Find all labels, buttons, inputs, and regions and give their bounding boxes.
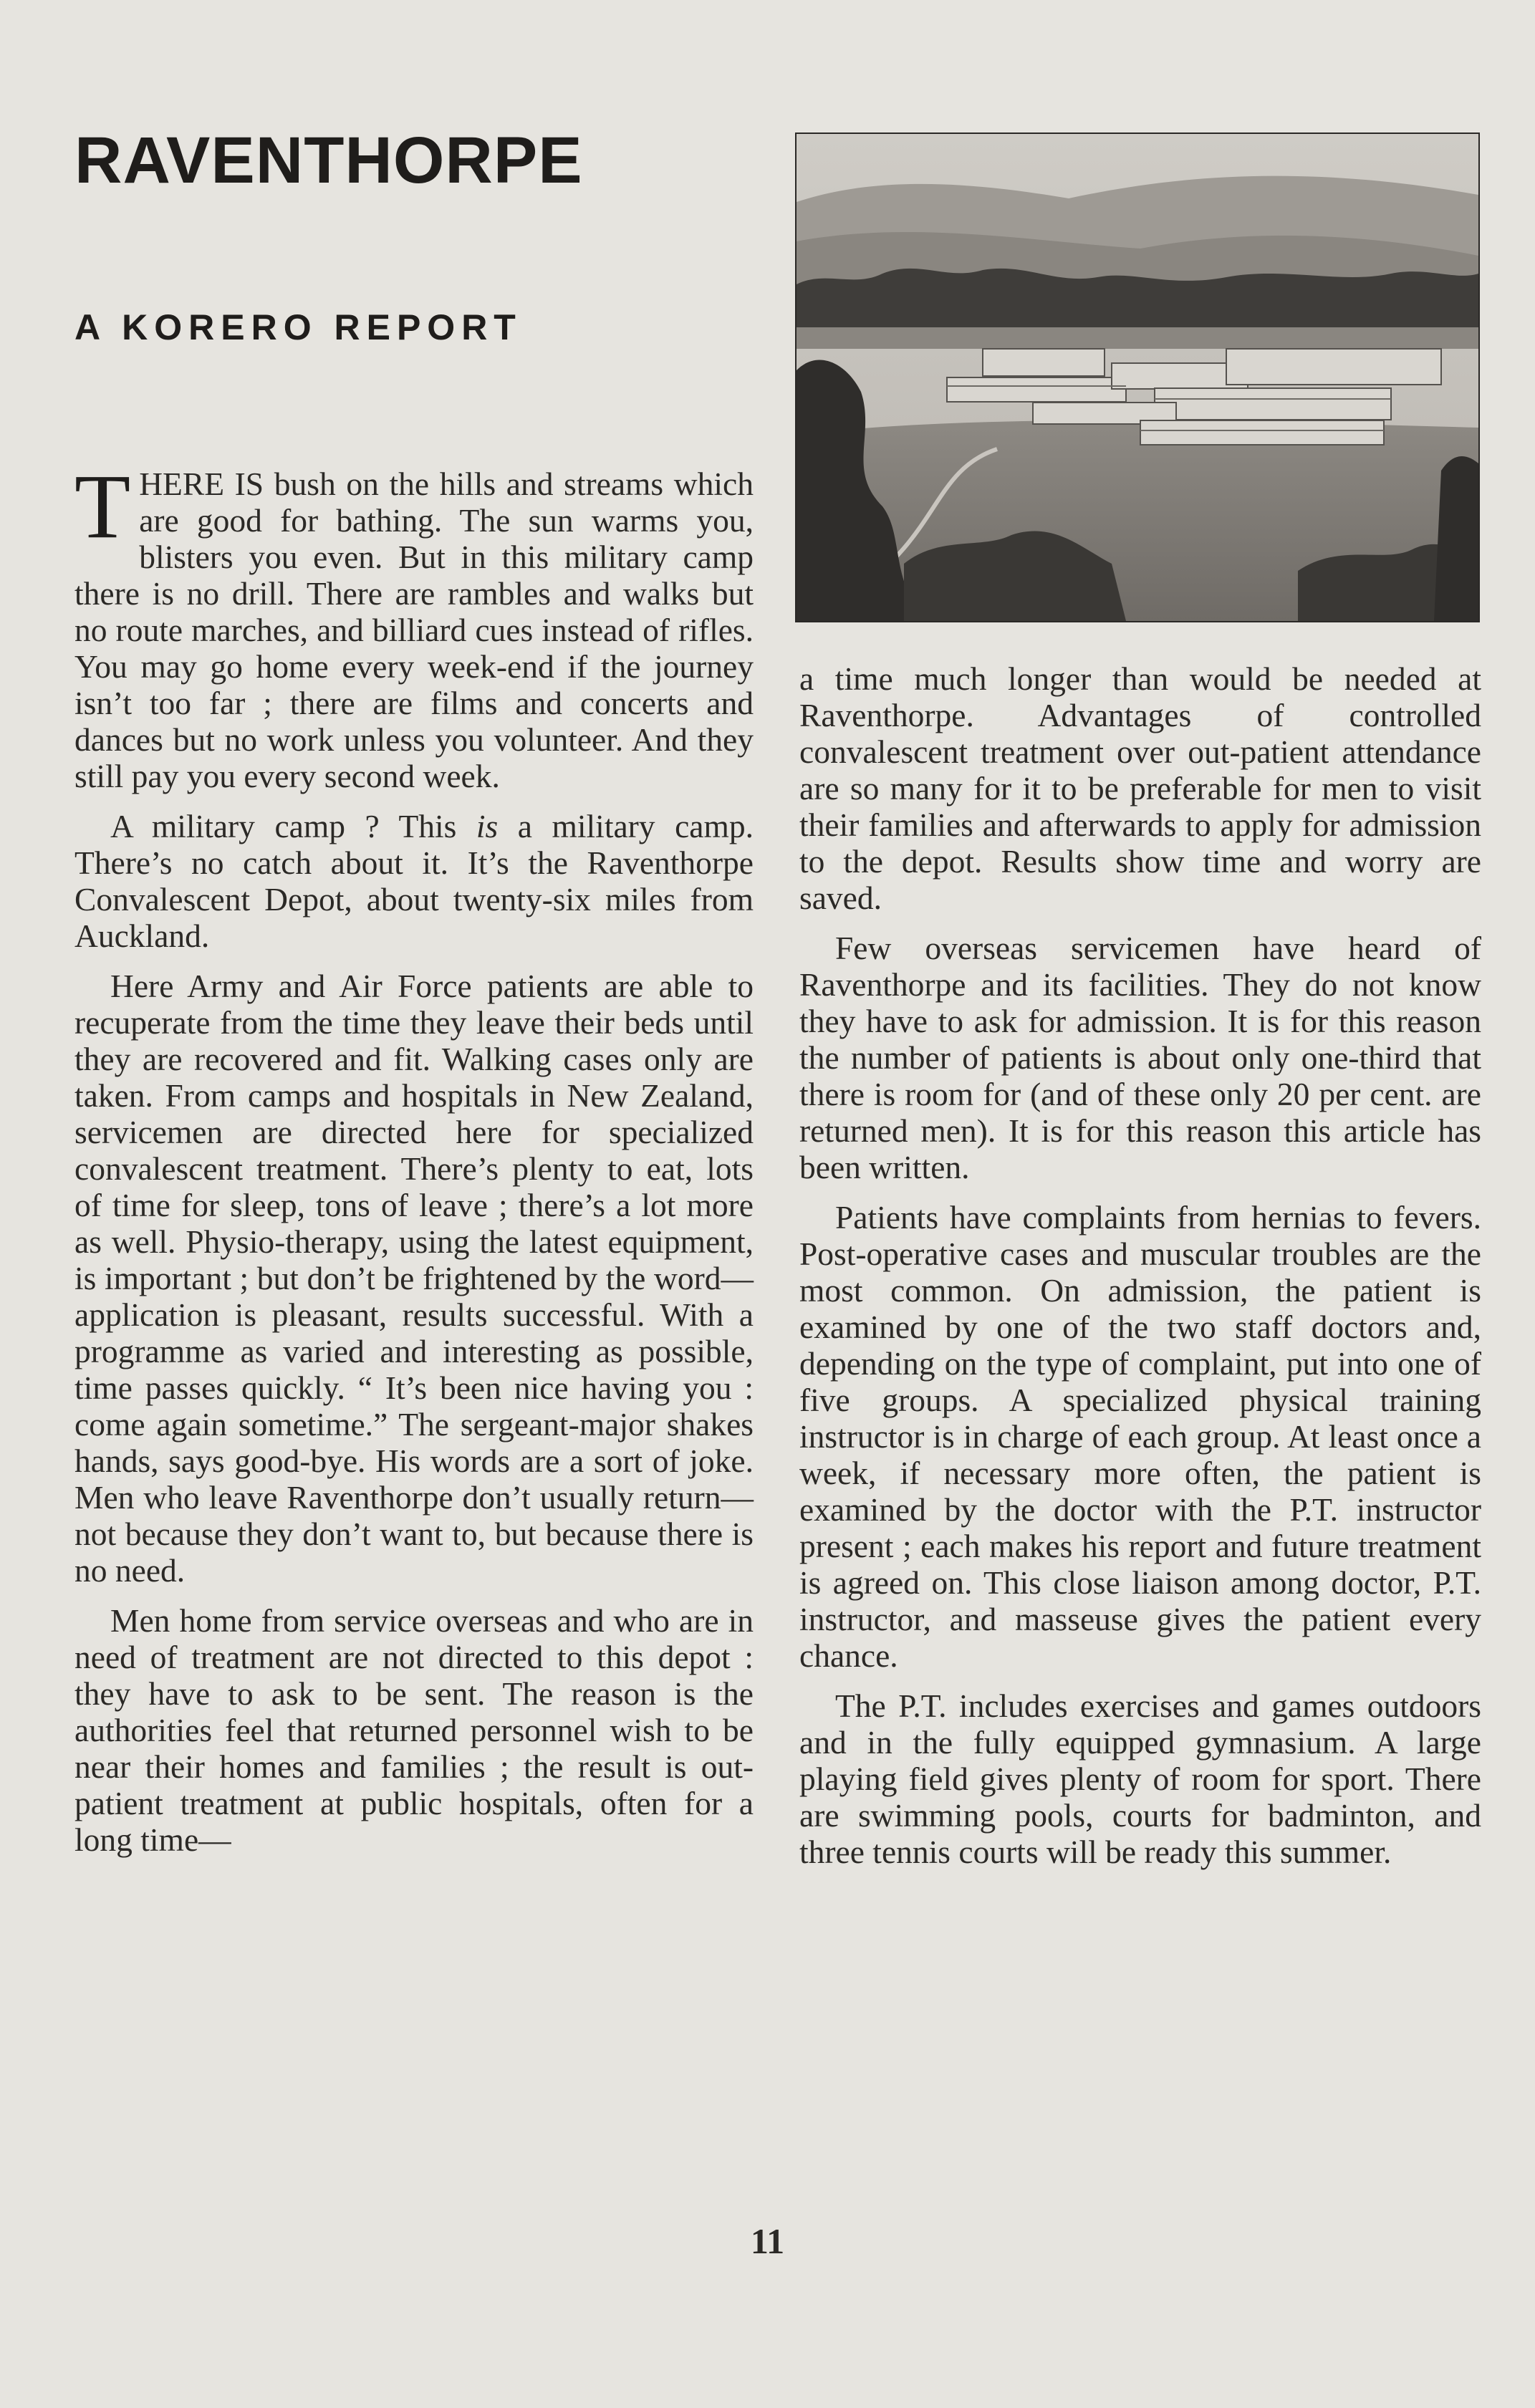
article-title: RAVENTHORPE bbox=[74, 124, 583, 197]
opening-text: bush on the hills and streams which are good for bathing. The sun warms you, blisters you even. But in this military camp there is no drill. There are rambles and walks but no route marches, and billiard cues instead of rifles. You may go home every week-end if the journey isn’t too far ; there are films and concerts and dances but no work unless you volunteer. And they still pay you every second week. bbox=[74, 466, 754, 794]
article-paragraph: Here Army and Air Force patients are able to recuperate from the time they leave their beds until they are recovered and fit. Walking cases only are taken. From camps and hospitals in New Zealand, servicemen are directed here for specialized convalescent treatment. There’s plenty to eat, lots of time for sleep, tons of leave ; there’s a lot more as well. Physio-therapy, using the latest equipment, is important ; but don’t be frightened by the word—application is pleasant, results successful. With a programme as varied and interesting as possible, time passes quickly. “ It’s been nice having you : come again sometime.” The sergeant-major shakes hands, says good-bye. His words are a sort of joke. Men who leave Raventhorpe don’t usually return—not because they don’t want to, but because there is no need. bbox=[74, 968, 754, 1589]
article-subtitle: A KORERO REPORT bbox=[74, 307, 522, 347]
emphasis-text: is bbox=[476, 808, 499, 844]
article-paragraph: Men home from service overseas and who are in need of treatment are not directed to this depot : they have to ask to be sent. The reason is the authorities feel that returned personnel wish to be near their homes and families ; the result is out-patient treatment at public hospitals, often for a long time— bbox=[74, 1602, 754, 1858]
article-paragraph: A military camp ? This is a military camp. There’s no catch about it. It’s the Raventhorpe Convalescent Depot, about twenty-six miles from Auckland. bbox=[74, 808, 754, 954]
article-column-right bbox=[799, 660, 1481, 1884]
article-paragraph: Patients have complaints from hernias to fevers. Post-operative cases and muscular troubles are the most common. On admission, the patient is examined by one of the two staff doctors and, depending on the type of complaint, put into one of five groups. A specialized physical training instructor is in charge of each group. At least once a week, if necessary more often, the patient is examined by the doctor with the P.T. instructor present ; each makes his report and future treatment is agreed on. This close liaison among doctor, P.T. instructor, and masseuse gives the patient every chance. bbox=[799, 1199, 1481, 1674]
article-paragraph: Few overseas servicemen have heard of Raventhorpe and its facilities. They do not know they have to ask for admission. It is for this reason the number of patients is about only one-third that there is room for (and of these only 20 per cent. are returned men). It is for this reason this article has been written. bbox=[799, 930, 1481, 1185]
article-column-left bbox=[74, 456, 754, 1872]
opening-words: HERE IS bbox=[139, 466, 264, 502]
article-paragraph: The P.T. includes exercises and games outdoors and in the fully equipped gymnasium. A large playing field gives plenty of room for sport. There are swimming pools, courts for badminton, and three tennis courts will be ready this summer. bbox=[799, 1687, 1481, 1870]
camp-photo-illustration bbox=[797, 134, 1478, 621]
article-paragraph bbox=[74, 456, 754, 794]
article-paragraph: a time much longer than would be needed at Raventhorpe. Advantages of controlled convalescent treatment over out-patient attendance are so many for it to be preferable for men to visit their families and afterwards to apply for admission to the depot. Results show time and worry are saved. bbox=[799, 660, 1481, 916]
camp-photo bbox=[795, 133, 1480, 622]
page-number: 11 bbox=[750, 2221, 785, 2261]
drop-cap: T bbox=[74, 456, 131, 557]
